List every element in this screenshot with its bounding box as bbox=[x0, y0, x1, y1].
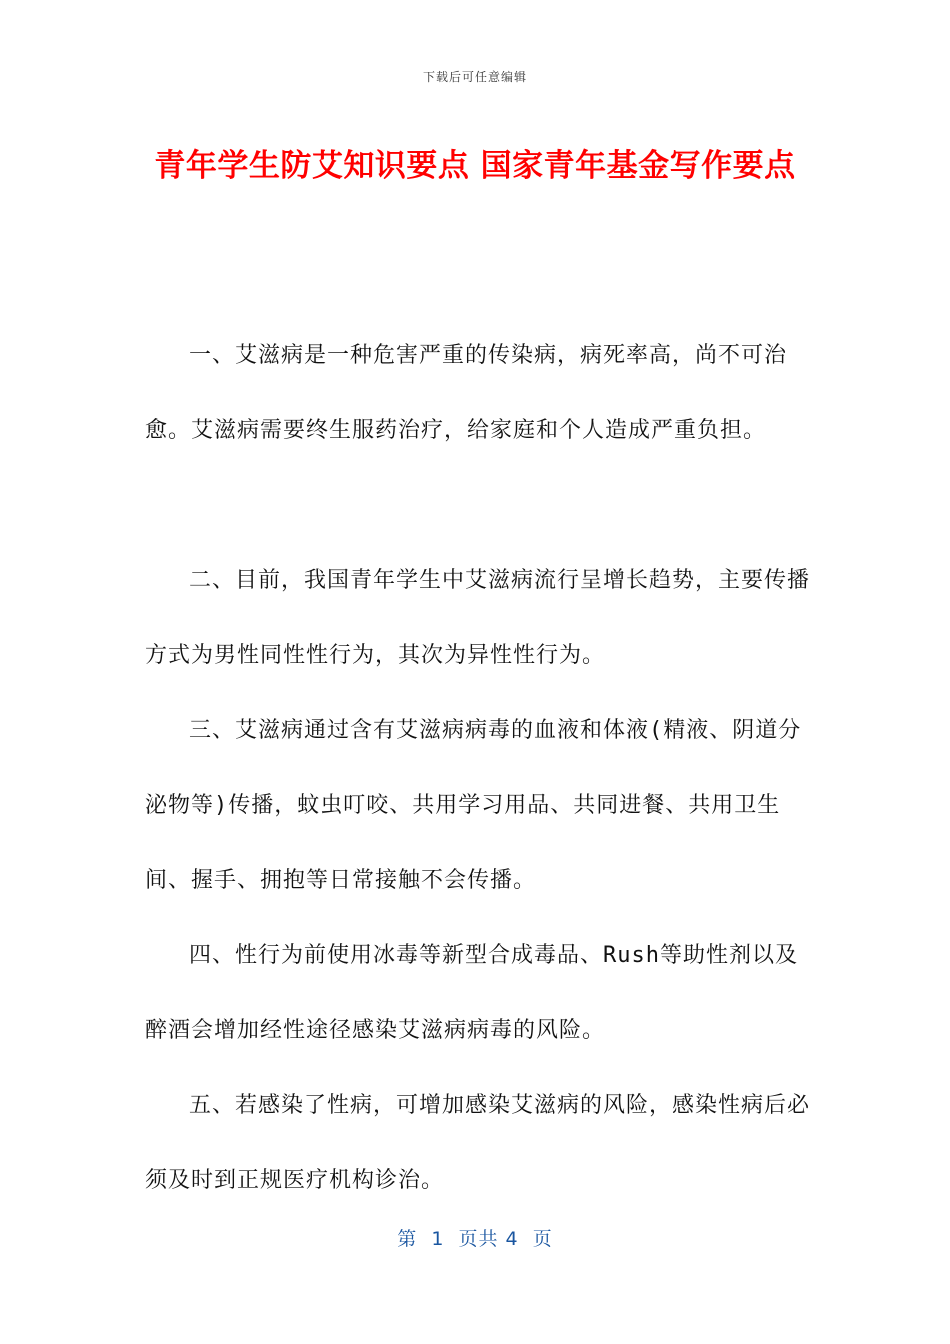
document-title: 青年学生防艾知识要点 国家青年基金写作要点 bbox=[154, 148, 796, 184]
paragraph-2: 二、目前，我国青年学生中艾滋病流行呈增长趋势，主要传播方式为男性同性性行为，其次为异性性行为。 bbox=[145, 568, 811, 668]
paragraph-3: 三、艾滋病通过含有艾滋病病毒的血液和体液(精液、阴道分泌物等)传播，蚊虫叮咬、共用学习用品、共同进餐、共用卫生间、握手、拥抱等日常接触不会传播。 bbox=[145, 718, 802, 893]
paragraph-5: 五、若感染了性病，可增加感染艾滋病的风险，感染性病后必须及时到正规医疗机构诊治。 bbox=[145, 1093, 811, 1193]
paragraph-1: 一、艾滋病是一种危害严重的传染病，病死率高，尚不可治愈。艾滋病需要终生服药治疗，给家庭和个人造成严重负担。 bbox=[145, 343, 788, 443]
page-number: 第 1 页共 4 页 bbox=[397, 1228, 553, 1250]
paragraph-4: 四、性行为前使用冰毒等新型合成毒品、Rush等助性剂以及醉酒会增加经性途径感染艾滋病病毒的风险。 bbox=[145, 943, 798, 1043]
document-body bbox=[145, 318, 810, 1218]
header-note: 下载后可任意编辑 bbox=[422, 70, 527, 84]
